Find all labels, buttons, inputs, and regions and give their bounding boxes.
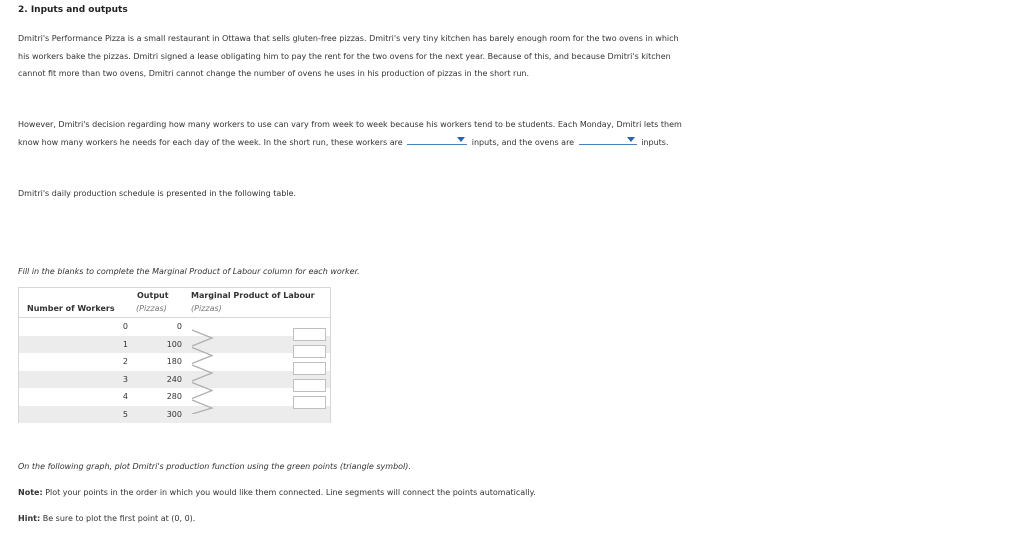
header-output-unit: (Pizzas) [136, 304, 167, 313]
inputs-paragraph [18, 116, 688, 151]
hint-label: Hint: [18, 514, 41, 523]
workers-cell: 3 [122, 374, 128, 384]
output-cell: 300 [166, 409, 182, 419]
table-row [19, 406, 330, 424]
intro-paragraph: Dmitri's Performance Pizza is a small restaurant in Ottawa that sells gluten-free pizzas. Dmitri's very tiny kitchen has barely enough room for the two ovens in which his workers bake the pizzas. Dmitri signed a lease obligating him to pay the rent for the two ovens for the next year. Because of this, and because Dmitri's kitchen cannot fit more than two ovens, Dmitri cannot change the number of ovens he uses in his production of pizzas in the short run. [18, 34, 679, 78]
workers-cell: 5 [122, 409, 128, 419]
table-instruction: Fill in the blanks to complete the Marginal Product of Labour column for each worker. [18, 267, 360, 276]
workers-cell: 2 [122, 357, 128, 366]
note-label: Note: [18, 488, 43, 497]
graph-instruction: On the following graph, plot Dmitri's production function using the green points (triangle symbol). [18, 462, 411, 471]
workers-input-type-dropdown[interactable] [407, 134, 467, 145]
table-row [19, 388, 330, 406]
inputs-text-b: inputs, and the ovens are [471, 137, 575, 147]
chevron-right-icon [192, 365, 212, 381]
chevron-right-icon [192, 383, 212, 399]
hint-line [18, 510, 1008, 528]
mpl-input-worker-2[interactable] [293, 345, 326, 358]
chevron-right-icon [192, 348, 212, 364]
note-text: Plot your points in the order in which you would like them connected. Line segments will connect the points automatically. [45, 488, 536, 497]
mpl-connector-arrows [190, 326, 216, 414]
table-row [19, 371, 330, 389]
section-title: 2. Inputs and outputs [18, 5, 128, 15]
table-row [19, 318, 330, 336]
output-cell: 0 [176, 322, 182, 331]
inputs-text-c: inputs. [641, 137, 669, 147]
table-row [19, 353, 330, 371]
header-workers: Number of Workers [27, 304, 115, 313]
workers-cell: 0 [122, 322, 128, 331]
output-cell: 240 [166, 374, 182, 384]
schedule-intro: Dmitri's daily production schedule is presented in the following table. [18, 189, 297, 198]
workers-cell: 1 [122, 339, 128, 349]
output-cell: 100 [166, 339, 182, 349]
header-mpl-unit: (Pizzas) [191, 304, 222, 313]
ovens-input-type-dropdown[interactable] [579, 134, 637, 145]
header-output: Output [137, 291, 169, 300]
header-mpl: Marginal Product of Labour [191, 291, 315, 300]
inputs-text-a: However, Dmitri's decision regarding how many workers to use can vary from week to week because his workers tend to be students. Each Monday, Dmitri lets them know how many workers he needs for each day of the week. In the short run, these workers are [18, 120, 682, 147]
output-cell: 180 [166, 357, 182, 366]
mpl-input-worker-3[interactable] [293, 362, 326, 375]
mpl-input-worker-4[interactable] [293, 379, 326, 392]
table-row [19, 336, 330, 354]
chevron-down-icon [627, 137, 635, 142]
chevron-right-icon [192, 330, 212, 346]
chevron-down-icon [457, 137, 465, 142]
note-line [18, 484, 1008, 502]
mpl-input-worker-1[interactable] [293, 328, 326, 341]
output-cell: 280 [166, 392, 182, 401]
chevron-right-icon [192, 400, 212, 414]
workers-cell: 4 [122, 392, 128, 401]
hint-text: Be sure to plot the first point at (0, 0). [42, 514, 196, 523]
mpl-input-worker-5[interactable] [293, 396, 326, 409]
